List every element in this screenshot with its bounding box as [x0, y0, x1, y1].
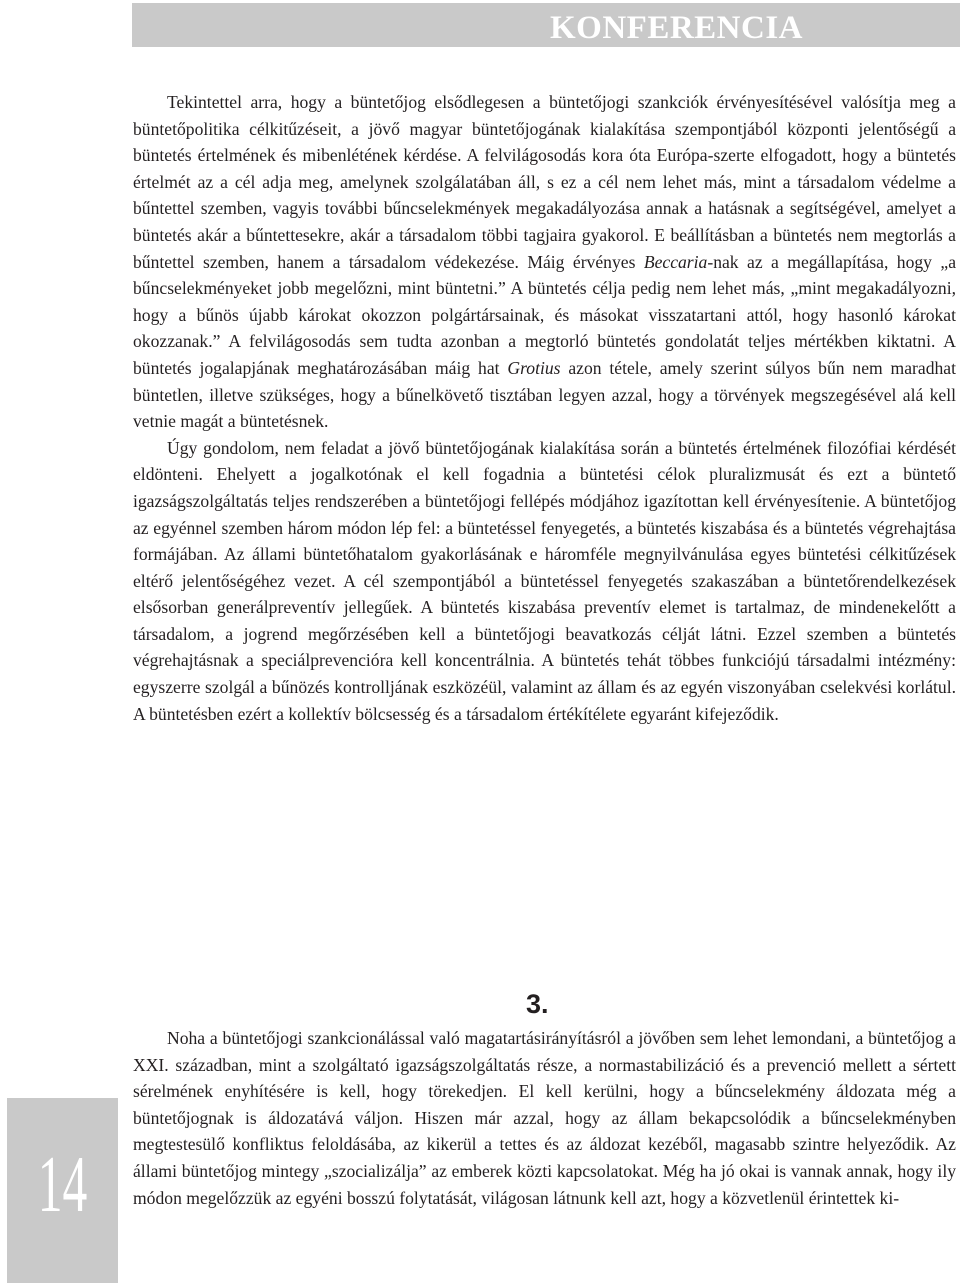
author-name-grotius: Grotius [507, 357, 561, 378]
author-name-beccaria: Beccaria [643, 251, 708, 272]
section-3-body [133, 1025, 956, 1211]
page-number-tab [7, 1098, 118, 1283]
section-heading: 3. [526, 989, 549, 1019]
paragraph-3: Noha a büntetőjogi szankcionálással való magatartásirányításról a jövőben sem lehet lemondani, a büntetőjog a XXI. században, mint a szolgáltató igazságszolgáltatás része, a normastabilizáció és a prevenció mellett a sértett sérelmének enyhítésére is kell, hogy törekedjen. El kell kerülni, hogy a bűncselekmény áldozata még a büntetőjognak is áldozatává váljon. Hiszen már azzal, hogy az állam bekapcsolódik a bűncselekményben megtestesülő konfliktus feloldásába, az kikerül a tettes és az áldozat kezéből, magasabb szintre helyeződik. Az állami büntetőjog mintegy „szocializálja” az emberek közti kapcsolatokat. Még ha jó okai is vannak annak, hogy ily módon megelőzzük az egyéni bosszú folytatását, világosan látnunk kell azt, hogy a közvetlenül érintettek ki- [133, 1028, 956, 1208]
page-number: 14 [37, 1141, 88, 1229]
page-title: KONFERENCIA [550, 10, 804, 46]
paragraph-2: Úgy gondolom, nem feladat a jövő büntetőjogának kialakítása során a büntetés értelmének filozófiai kérdését eldönteni. Ehelyett a jogalkotónak el kell fogadnia a büntetési célok pluralizmusát és ezt a büntető igazságszolgáltatás teljes rendszerében a büntetőjogi fellépés módjához igazítottan kell érvényesítenie. A büntetőjog az egyénnel szemben három módon lép fel: a büntetéssel fenyegetés, a büntetés kiszabása és a büntetés végrehajtása formájában. Az állami büntetőhatalom gyakorlásának e háromféle megnyilvánulása egyes büntetési célkitűzések eltérő jelentőségéhez vezet. A cél szempontjából a büntetéssel fenyegetés szakaszában a büntetőrendelkezések elsősorban generálpreventív jellegűek. A büntetés kiszabása preventív elemet is tartalmaz, de mindenekelőtt a társadalom, a jogrend megőrzésében kell a büntetőjogi beavatkozás célját látni. Ezzel szemben a büntetés végrehajtásnak a speciálprevencióra kell koncentrálnia. A büntetés tehát többes funkciójú társadalmi intézmény: egyszerre szolgál a bűnözés kontrolljának eszközéül, valamint az állam és az egyén viszonyában cselekvési korlátul. A büntetésben ezért a kollektív bölcsesség és a társadalom értékítélete egyaránt kifejeződik. [133, 437, 956, 724]
header-bar [132, 3, 960, 47]
paragraph-1: Tekintettel arra, hogy a büntetőjog elsődlegesen a büntetőjogi szankciók érvényesítésével valósítja meg a büntetőpolitika célkitűzéseit, a jövő magyar büntetőjogának kialakítása szempontjából központi jelentőségű a büntetés értelmének és mibenlétének kérdése. A felvilágosodás kora óta Európa-szerte elfogadott, hogy a büntetés értelmét az a cél adja meg, amelynek szolgálatában áll, s ez a cél nem lehet más, mint a társadalom védelme a bűntettel szemben, vagyis további bűncselekmények megakadályozása annak a hatásnak a segítségével, amelyet a büntetés akár a bűntettesekre, akár a társadalom többi tagjaira gyakorol. E beállításban a büntetés nem megtorlás a bűntettel szemben, hanem a társadalom védekezése. Máig érvényes Beccaria-nak az a megállapítása, hogy „a bűncselekményeket jobb megelőzni, mint büntetni.” A büntetés célja pedig nem lehet más, „mint megakadályozni, hogy a bűnös újabb károkat okozzon polgártársainak, és másokat visszatartani attól, hogy hasonló károkat okozzanak.” A felvilágosodás sem tudta azonban a megtorló büntetés gondolatát teljes mértékben kiktatni. A büntetés jogalapjának meghatározásában máig hat Grotius azon tétele, amely szerint súlyos bűn nem maradhat büntetlen, illetve szükséges, hogy a bűnelkövető tisztában legyen azzal, hogy a törvények megszegésével alá kell vetnie magát a büntetésnek. [133, 92, 956, 432]
article-body [133, 89, 956, 727]
